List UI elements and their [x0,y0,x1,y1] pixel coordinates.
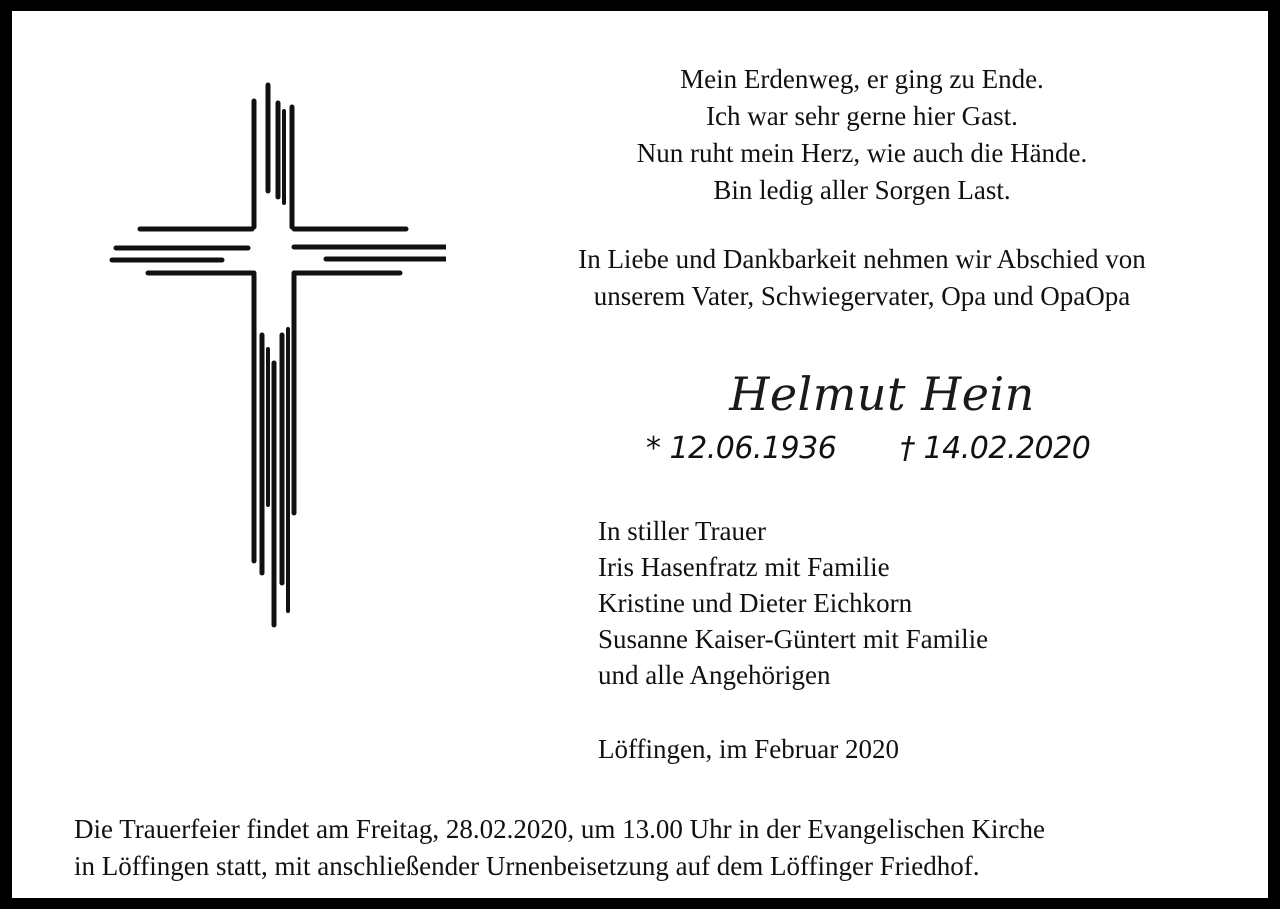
verse-line: Ich war sehr gerne hier Gast. [706,101,1018,131]
funeral-line: in Löffingen statt, mit anschließender Urnenbeisetzung auf dem Löffinger Friedhof. [74,851,980,881]
mourner-line: In stiller Trauer [598,516,766,546]
cross-icon [100,73,446,629]
death-date: † 14.02.2020 [900,431,1091,466]
mourner-line: Iris Hasenfratz mit Familie [598,552,890,582]
deceased-name: Helmut Hein [729,367,1035,421]
mourner-line: Kristine und Dieter Eichkorn [598,588,913,618]
poem-verse [552,61,1172,209]
funeral-line: Die Trauerfeier findet am Freitag, 28.02.2020, um 13.00 Uhr in der Evangelischen Kirche [74,814,1045,844]
place-date: Löffingen, im Februar 2020 [598,734,899,764]
verse-line: Nun ruht mein Herz, wie auch die Hände. [636,138,1088,168]
mourner-line: Susanne Kaiser-Güntert mit Familie [598,624,989,654]
verse-line: Bin ledig aller Sorgen Last. [713,175,1011,205]
farewell-line: In Liebe und Dankbarkeit nehmen wir Abschied von [578,244,1146,274]
farewell-line: unserem Vater, Schwiegervater, Opa und OpaOpa [593,281,1131,311]
obituary-card [12,11,1268,898]
farewell-text [512,241,1212,315]
verse-line: Mein Erdenweg, er ging zu Ende. [680,64,1044,94]
mourners-list [598,513,1238,693]
mourner-line: und alle Angehörigen [598,660,831,690]
funeral-notice [74,811,1254,885]
birth-date: * 12.06.1936 [646,431,837,466]
